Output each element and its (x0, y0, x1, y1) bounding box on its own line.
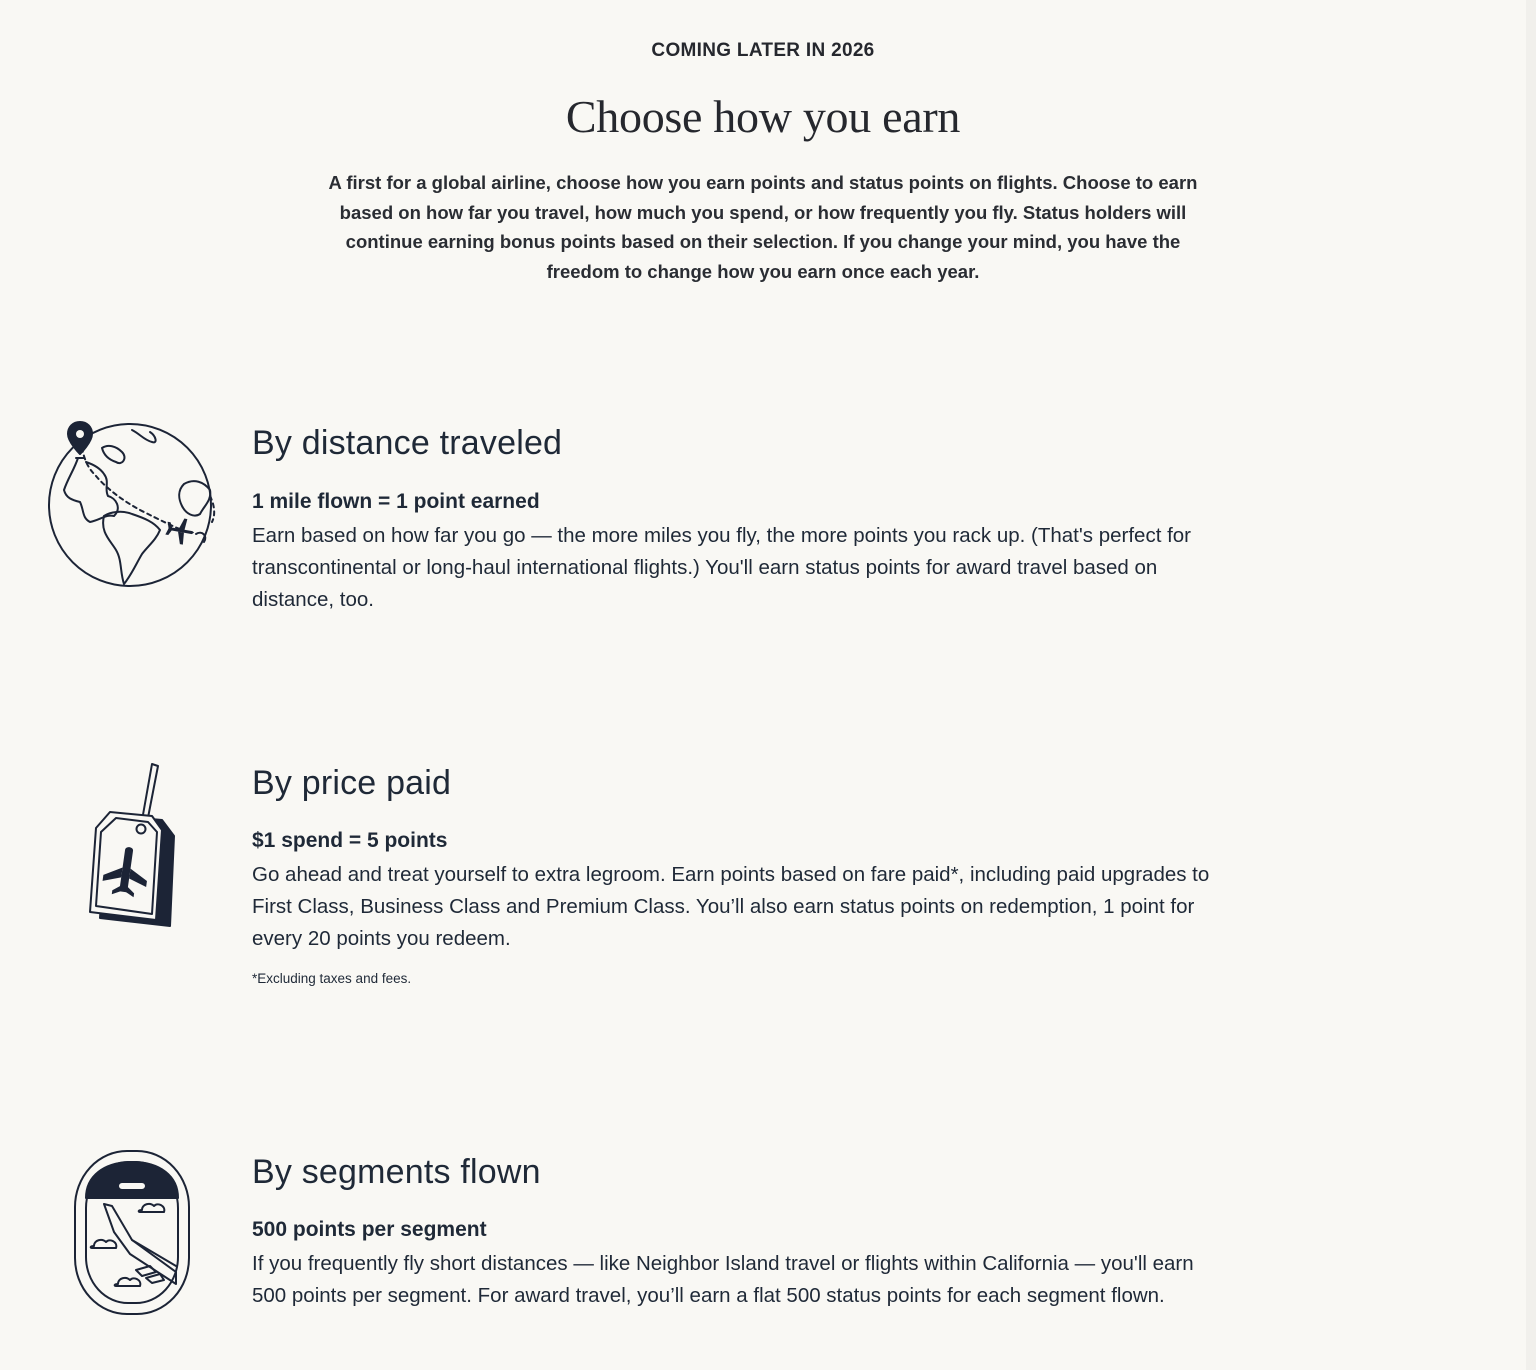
option-heading: By segments flown (252, 1153, 541, 1191)
option-footnote: *Excluding taxes and fees. (252, 971, 412, 986)
airplane-window-icon (72, 1148, 192, 1323)
eyebrow-label: COMING LATER IN 2026 (651, 40, 875, 61)
option-heading: By price paid (252, 764, 452, 802)
option-heading: By distance traveled (252, 424, 563, 462)
price-tag-plane-icon (84, 760, 184, 935)
option-rate: $1 spend = 5 points (252, 829, 448, 852)
intro-paragraph: A first for a global airline, choose how you earn points and status points on flights. Choose to earn based on how far you travel, how much you spend, or how frequently you fly. Status holders will continue earning bonus points based on their selection. If you change your mind, you have the freedom to change how you earn once each year. (328, 172, 1198, 282)
option-description: Earn based on how far you go — the more miles you fly, the more points you rack up. (That's perfect for transcontinental or long-haul international flights.) You'll earn status points for award travel based on distance, too. (252, 524, 1192, 611)
option-rate: 500 points per segment (252, 1218, 487, 1241)
page-edge (1526, 0, 1536, 1370)
option-description: Go ahead and treat yourself to extra legroom. Earn points based on fare paid*, including paid upgrades to First Class, Business Class and Premium Class. You’ll also earn status points on redemption, 1 point for every 20 points you redeem. (252, 863, 1210, 950)
globe-flight-path-icon (44, 418, 224, 598)
option-description: If you frequently fly short distances — like Neighbor Island travel or flights within California — you'll earn 500 points per segment. For award travel, you’ll earn a flat 500 status points for each segment flown. (252, 1252, 1194, 1307)
option-rate: 1 mile flown = 1 point earned (252, 490, 540, 513)
page-title: Choose how you earn (565, 91, 961, 142)
